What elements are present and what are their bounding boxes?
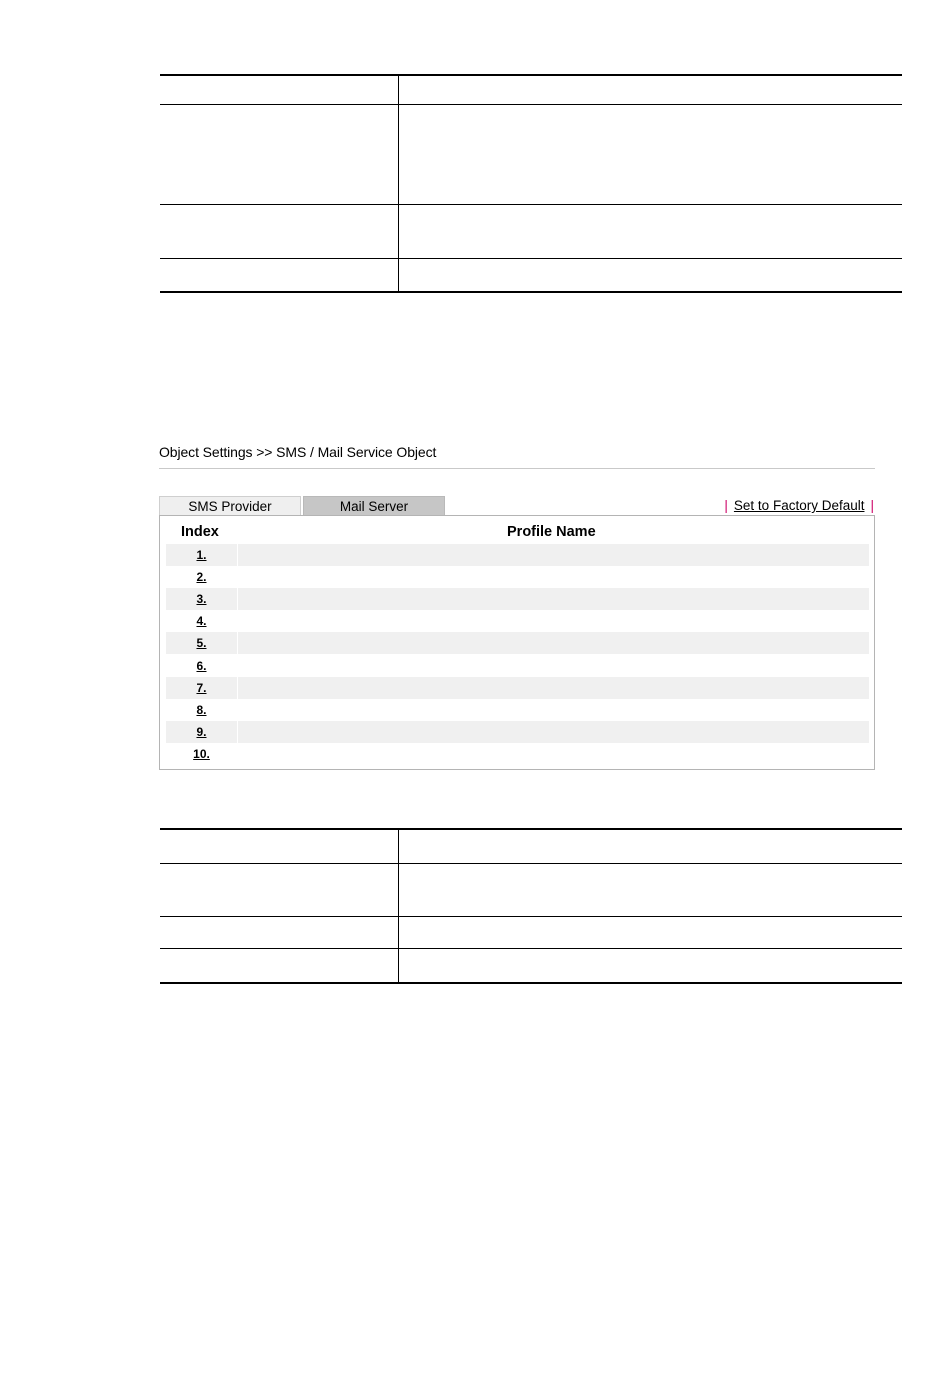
set-factory-default-link[interactable]: Set to Factory Default	[733, 498, 865, 513]
profile-name-cell	[238, 566, 869, 588]
doc-table-bottom	[160, 828, 902, 984]
profile-index-link[interactable]: 5.	[196, 636, 207, 650]
table-row	[166, 721, 869, 743]
profile-name-cell	[238, 544, 869, 566]
doc-table-row	[160, 864, 902, 917]
profile-name-cell	[238, 610, 869, 632]
factory-default-area	[718, 498, 874, 513]
profile-index-link[interactable]: 4.	[196, 614, 207, 628]
profile-name-cell	[238, 677, 869, 699]
profile-index-link[interactable]: 8.	[196, 703, 207, 717]
table-row	[166, 566, 869, 588]
table-row	[166, 655, 869, 677]
link-separator: |	[870, 498, 874, 513]
profile-name-cell	[238, 699, 869, 721]
doc-table-row	[160, 830, 902, 864]
profile-index-link[interactable]: 1.	[196, 548, 207, 562]
doc-table-row	[160, 105, 902, 205]
doc-table-row	[160, 259, 902, 293]
column-header-index: Index	[181, 524, 219, 540]
profile-name-cell	[238, 743, 869, 765]
link-separator: |	[724, 498, 728, 513]
breadcrumb-divider	[159, 468, 875, 469]
doc-table-row	[160, 917, 902, 949]
doc-table-row	[160, 205, 902, 259]
breadcrumb: Object Settings >> SMS / Mail Service Object	[159, 444, 437, 460]
profile-name-cell	[238, 721, 869, 743]
column-header-profile-name: Profile Name	[507, 524, 596, 540]
table-row	[166, 588, 869, 610]
table-row	[166, 632, 869, 654]
profile-index-link[interactable]: 2.	[196, 570, 207, 584]
profile-index-link[interactable]: 7.	[196, 681, 207, 695]
doc-table-top	[160, 74, 902, 293]
table-row	[166, 699, 869, 721]
tab-sms-provider[interactable]: SMS Provider	[159, 496, 301, 515]
doc-table-row	[160, 949, 902, 984]
profile-table	[159, 515, 875, 770]
profile-name-cell	[238, 655, 869, 677]
profile-name-cell	[238, 588, 869, 610]
table-row	[166, 743, 869, 765]
table-row	[166, 610, 869, 632]
profile-name-cell	[238, 632, 869, 654]
profile-index-link[interactable]: 9.	[196, 725, 207, 739]
profile-index-link[interactable]: 10.	[193, 747, 210, 761]
table-row	[166, 544, 869, 566]
doc-table-row	[160, 76, 902, 105]
profile-index-link[interactable]: 3.	[196, 592, 207, 606]
profile-index-link[interactable]: 6.	[196, 659, 207, 673]
table-row	[166, 677, 869, 699]
tab-mail-server[interactable]: Mail Server	[303, 496, 445, 515]
